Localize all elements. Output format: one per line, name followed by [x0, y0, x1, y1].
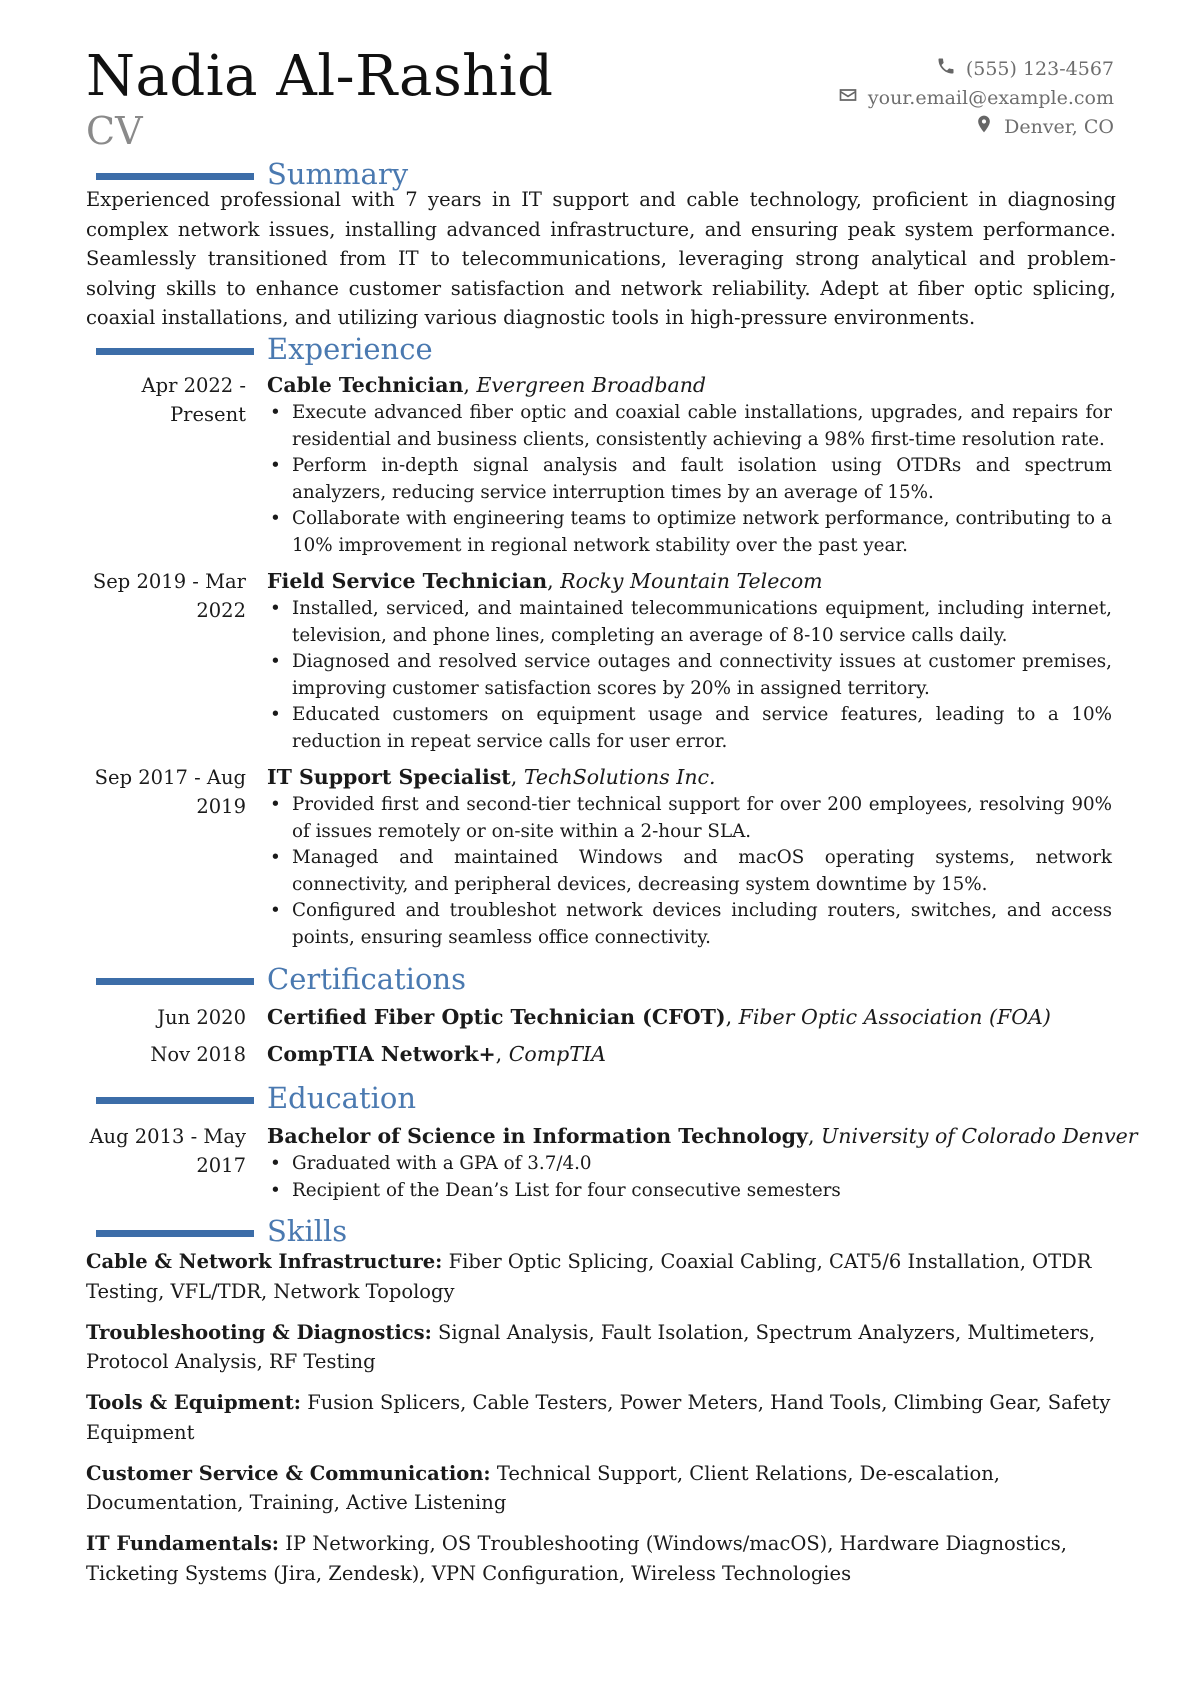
- email-address[interactable]: your.email@example.com: [867, 86, 1114, 109]
- experience-section-heading: [0, 330, 1190, 368]
- job-title: Cable Technician: [267, 373, 464, 397]
- entry-date: Aug 2013 - May 2017: [89, 1125, 246, 1177]
- skill-category: IT Fundamentals:: [86, 1532, 279, 1555]
- certification-title: Certified Fiber Optic Technician (CFOT): [267, 1005, 726, 1029]
- bullet-list: [267, 596, 1112, 755]
- bullet-item: • Graduated with a GPA of 3.7/4.0: [292, 1151, 1112, 1178]
- bullet-list: [267, 1151, 1112, 1204]
- skill-values: Signal Analysis, Fault Isolation, Spectrum Analyzers, Multimeters, Protocol Analysis, RF Testing: [86, 1320, 1096, 1373]
- skill-category: Customer Service & Communication:: [86, 1461, 491, 1485]
- contact-email: [714, 83, 1114, 112]
- section-title-certifications: Certifications: [267, 962, 466, 996]
- section-accent-bar: [96, 173, 254, 180]
- bullet-item: • Diagnosed and resolved service outages and connectivity issues at customer premises, improving customer satisfaction scores by 20% in assigned territory.: [292, 649, 1112, 702]
- document-subtitle: CV: [86, 109, 143, 153]
- job-title: Field Service Technician: [267, 569, 548, 593]
- skill-row: [86, 1459, 1116, 1518]
- entry-title: IT Support Specialist, TechSolutions Inc.: [267, 765, 716, 789]
- entry-title: Certified Fiber Optic Technician (CFOT), Fiber Optic Association (FOA): [267, 1005, 1051, 1029]
- skills-section-heading: [0, 1212, 1190, 1250]
- skill-values: IP Networking, OS Troubleshooting (Windows/macOS), Hardware Diagnostics, Ticketing Systems (Jira, Zendesk), VPN Configuration, Wireless Technologies: [86, 1532, 1067, 1585]
- entry-title: Field Service Technician, Rocky Mountain Telecom: [267, 569, 823, 593]
- bullet-item: • Installed, serviced, and maintained telecommunications equipment, including internet, television, and phone lines, completing an average of 8-10 service calls daily.: [292, 596, 1112, 649]
- phone-number: (555) 123-4567: [965, 57, 1114, 80]
- entry-body: [267, 1040, 1112, 1069]
- bullet-item: • Provided first and second-tier technical support for over 200 employees, resolving 90% of issues remotely or on-site within a 2-hour SLA.: [292, 792, 1112, 845]
- entry-body: [267, 763, 1112, 951]
- entry-date: Jun 2020: [157, 1006, 246, 1029]
- entry-date: Apr 2022 - Present: [141, 374, 246, 426]
- entry-title: Cable Technician, Evergreen Broadband: [267, 373, 707, 397]
- employer: Rocky Mountain Telecom: [560, 569, 823, 593]
- map-marker-icon: [974, 114, 994, 139]
- contact-phone: [714, 54, 1114, 83]
- bullet-item: • Collaborate with engineering teams to optimize network performance, contributing to a 10% improvement in regional network stability over the past year.: [292, 506, 1112, 559]
- section-title-education: Education: [267, 1081, 417, 1115]
- bullet-item: • Educated customers on equipment usage and service features, leading to a 10% reduction in repeat service calls for user error.: [292, 702, 1112, 755]
- section-title-summary: Summary: [267, 157, 409, 191]
- contact-location: [714, 112, 1114, 141]
- employer: TechSolutions Inc.: [523, 765, 716, 789]
- location-text: Denver, CO: [1004, 115, 1114, 138]
- job-title: IT Support Specialist: [267, 765, 511, 789]
- section-title-experience: Experience: [267, 332, 433, 366]
- skill-values: Fusion Splicers, Cable Testers, Power Meters, Hand Tools, Climbing Gear, Safety Equipment: [86, 1391, 1111, 1444]
- section-accent-bar: [96, 348, 254, 355]
- bullet-list: [267, 400, 1112, 559]
- bullet-list: [267, 792, 1112, 951]
- entry-body: [267, 1122, 1138, 1204]
- skill-category: Tools & Equipment:: [86, 1391, 301, 1414]
- bullet-item: • Perform in-depth signal analysis and fault isolation using OTDRs and spectrum analyzers, reducing service interruption times by an average of 15%.: [292, 453, 1112, 506]
- skill-row: [86, 1529, 1116, 1588]
- skills-list: [86, 1247, 1116, 1600]
- entry-title: CompTIA Network+, CompTIA: [267, 1042, 606, 1066]
- bullet-item: • Recipient of the Dean’s List for four consecutive semesters: [292, 1178, 1112, 1205]
- bullet-item: • Execute advanced fiber optic and coaxial cable installations, upgrades, and repairs for residential and business clients, consistently achieving a 98% first-time resolution rate.: [292, 400, 1112, 453]
- skill-row: [86, 1388, 1116, 1447]
- degree-title: Bachelor of Science in Information Technology: [267, 1124, 808, 1148]
- entry-body: [267, 1003, 1112, 1032]
- section-accent-bar: [96, 978, 254, 985]
- institution: University of Colorado Denver: [820, 1124, 1138, 1148]
- bullet-item: • Managed and maintained Windows and macOS operating systems, network connectivity, and peripheral devices, decreasing system downtime by 15%.: [292, 845, 1112, 898]
- entry-date: Sep 2019 - Mar 2022: [92, 570, 246, 622]
- entry-date: Nov 2018: [150, 1043, 246, 1066]
- skill-row: [86, 1247, 1116, 1306]
- skill-category: Troubleshooting & Diagnostics:: [86, 1320, 432, 1344]
- contact-block: [714, 54, 1114, 141]
- skill-row: [86, 1318, 1116, 1377]
- employer: Evergreen Broadband: [476, 373, 707, 397]
- entry-date: Sep 2017 - Aug 2019: [94, 766, 246, 818]
- envelope-icon: [838, 85, 858, 110]
- certifications-section-heading: [0, 960, 1190, 998]
- entry-body: [267, 567, 1112, 755]
- issuer: CompTIA: [508, 1042, 606, 1066]
- skill-values: Fiber Optic Splicing, Coaxial Cabling, CAT5/6 Installation, OTDR Testing, VFL/TDR, Network Topology: [86, 1250, 1092, 1303]
- phone-icon: [936, 56, 956, 81]
- skill-category: Cable & Network Infrastructure:: [86, 1250, 443, 1273]
- candidate-name: Nadia Al-Rashid: [86, 44, 554, 109]
- skill-values: Technical Support, Client Relations, De-escalation, Documentation, Training, Active Listening: [86, 1461, 1000, 1514]
- education-section-heading: [0, 1079, 1190, 1117]
- entry-title: Bachelor of Science in Information Technology, University of Colorado Denver: [267, 1124, 1138, 1148]
- issuer: Fiber Optic Association (FOA): [738, 1005, 1051, 1029]
- bullet-item: • Configured and troubleshot network devices including routers, switches, and access points, ensuring seamless office connectivity.: [292, 898, 1112, 951]
- entry-body: [267, 371, 1112, 559]
- summary-text: Experienced professional with 7 years in IT support and cable technology, proficient in diagnosing complex network issues, installing advanced infrastructure, and ensuring peak system performance. Seamlessly transitioned from IT to telecommunications, leveraging strong analytical and problem-solving skills to enhance customer satisfaction and network reliability. Adept at fiber optic splicing, coaxial installations, and utilizing various diagnostic tools in high-pressure environments.: [86, 188, 1116, 329]
- section-accent-bar: [96, 1097, 254, 1104]
- certification-title: CompTIA Network+: [267, 1042, 496, 1066]
- section-accent-bar: [96, 1230, 254, 1237]
- section-title-skills: Skills: [267, 1214, 348, 1248]
